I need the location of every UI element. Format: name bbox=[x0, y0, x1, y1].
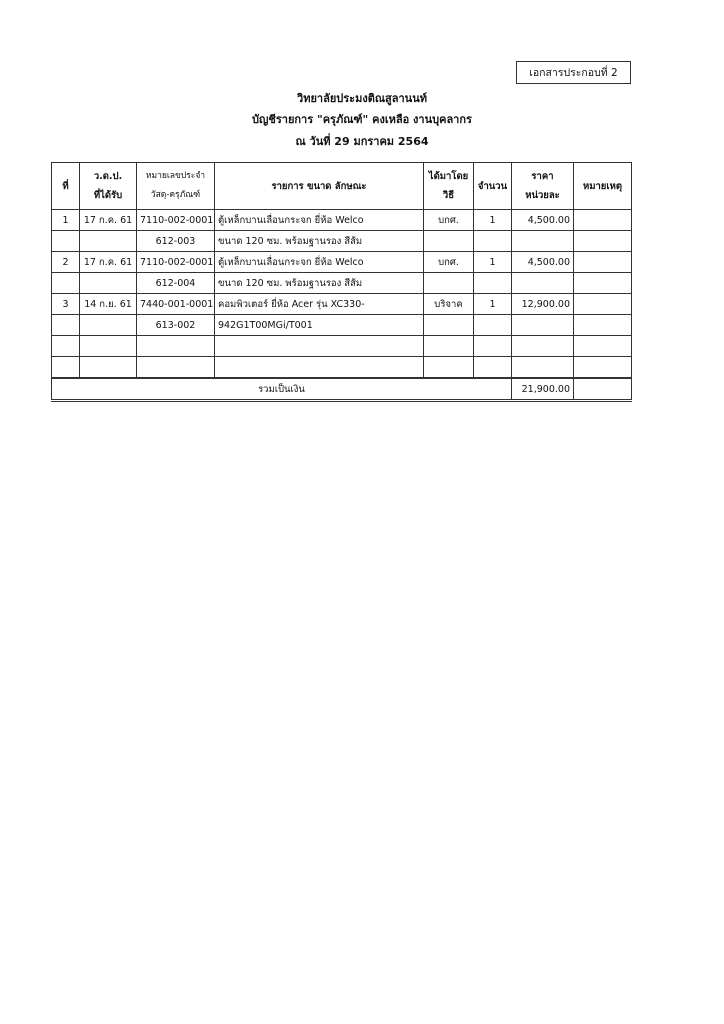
cell-date: 17 ก.ค. 61 bbox=[80, 252, 137, 273]
cell-no bbox=[52, 231, 80, 252]
college-name: วิทยาลัยประมงติณสูลานนท์ bbox=[297, 92, 427, 105]
cell-date: 14 ก.ย. 61 bbox=[80, 294, 137, 315]
as-of-date: ณ วันที่ 29 มกราคม 2564 bbox=[295, 135, 429, 148]
cell-price bbox=[512, 315, 574, 336]
cell-code: 613-002 bbox=[137, 315, 215, 336]
cell-description: ตู้เหล็กบานเลื่อนกระจก ยี่ห้อ Welco bbox=[215, 210, 424, 231]
cell-date bbox=[80, 273, 137, 294]
cell-method bbox=[424, 231, 474, 252]
cell-remark bbox=[574, 231, 632, 252]
cell-date bbox=[80, 336, 137, 357]
col-header-date-line1: ว.ด.ป. bbox=[93, 171, 123, 182]
cell-remark bbox=[574, 252, 632, 273]
cell-price bbox=[512, 231, 574, 252]
cell-code: 612-004 bbox=[137, 273, 215, 294]
col-header-code-line2: วัสดุ-ครุภัณฑ์ bbox=[150, 190, 201, 200]
col-header-remark: หมายเหตุ bbox=[574, 163, 632, 210]
col-header-method-line1: ได้มาโดย bbox=[428, 171, 469, 182]
table-row bbox=[52, 357, 632, 379]
cell-method: บริจาค bbox=[424, 294, 474, 315]
cell-code: 7110-002-0001 bbox=[137, 252, 215, 273]
cell-code: 7440-001-0001 bbox=[137, 294, 215, 315]
table-row bbox=[52, 273, 632, 294]
total-row bbox=[52, 378, 632, 401]
cell-date bbox=[80, 357, 137, 379]
cell-remark bbox=[574, 210, 632, 231]
cell-price: 12,900.00 bbox=[512, 294, 574, 315]
col-header-date bbox=[80, 163, 137, 210]
col-header-quantity: จำนวน bbox=[474, 163, 512, 210]
col-header-method-line2: วิธี bbox=[442, 190, 455, 201]
table-row bbox=[52, 252, 632, 273]
col-header-price-line1: ราคา bbox=[531, 171, 554, 182]
cell-quantity: 1 bbox=[474, 252, 512, 273]
cell-no: 3 bbox=[52, 294, 80, 315]
cell-description bbox=[215, 336, 424, 357]
col-header-description: รายการ ขนาด ลักษณะ bbox=[215, 163, 424, 210]
cell-quantity bbox=[474, 357, 512, 379]
table-row bbox=[52, 315, 632, 336]
cell-price: 4,500.00 bbox=[512, 210, 574, 231]
attachment-label: เอกสารประกอบที่ 2 bbox=[516, 61, 631, 84]
cell-method bbox=[424, 273, 474, 294]
col-header-code-line1: หมายเลขประจำ bbox=[145, 171, 206, 181]
cell-method bbox=[424, 336, 474, 357]
table-row bbox=[52, 294, 632, 315]
cell-quantity bbox=[474, 231, 512, 252]
col-header-method bbox=[424, 163, 474, 210]
cell-code: 612-003 bbox=[137, 231, 215, 252]
cell-description: ตู้เหล็กบานเลื่อนกระจก ยี่ห้อ Welco bbox=[215, 252, 424, 273]
cell-no bbox=[52, 315, 80, 336]
cell-description: ขนาด 120 ซม. พร้อมฐานรอง สีส้ม bbox=[215, 273, 424, 294]
col-header-date-line2: ที่ได้รับ bbox=[93, 190, 123, 201]
cell-remark bbox=[574, 315, 632, 336]
cell-method: บกศ. bbox=[424, 252, 474, 273]
col-header-price-line2: หน่วยละ bbox=[525, 190, 560, 201]
cell-description: ขนาด 120 ซม. พร้อมฐานรอง สีส้ม bbox=[215, 231, 424, 252]
total-label: รวมเป็นเงิน bbox=[52, 378, 512, 401]
cell-code: 7110-002-0001 bbox=[137, 210, 215, 231]
cell-price bbox=[512, 273, 574, 294]
col-header-price bbox=[512, 163, 574, 210]
total-remark bbox=[574, 378, 632, 401]
cell-remark bbox=[574, 357, 632, 379]
col-header-no: ที่ bbox=[52, 163, 80, 210]
col-header-code bbox=[137, 163, 215, 210]
cell-price bbox=[512, 336, 574, 357]
cell-quantity bbox=[474, 315, 512, 336]
cell-code bbox=[137, 357, 215, 379]
cell-date bbox=[80, 231, 137, 252]
cell-no: 1 bbox=[52, 210, 80, 231]
cell-quantity bbox=[474, 273, 512, 294]
table-row bbox=[52, 336, 632, 357]
cell-description: 942G1T00MGi/T001 bbox=[215, 315, 424, 336]
cell-no: 2 bbox=[52, 252, 80, 273]
cell-date: 17 ก.ค. 61 bbox=[80, 210, 137, 231]
cell-description: คอมพิวเตอร์ ยี่ห้อ Acer รุ่น XC330- bbox=[215, 294, 424, 315]
cell-description bbox=[215, 357, 424, 379]
cell-method: บกศ. bbox=[424, 210, 474, 231]
inventory-table bbox=[51, 162, 632, 402]
table-row bbox=[52, 210, 632, 231]
table-row bbox=[52, 231, 632, 252]
cell-no bbox=[52, 357, 80, 379]
cell-price: 4,500.00 bbox=[512, 252, 574, 273]
cell-code bbox=[137, 336, 215, 357]
cell-quantity: 1 bbox=[474, 294, 512, 315]
total-amount: 21,900.00 bbox=[512, 378, 574, 401]
cell-remark bbox=[574, 294, 632, 315]
cell-remark bbox=[574, 336, 632, 357]
cell-no bbox=[52, 336, 80, 357]
cell-price bbox=[512, 357, 574, 379]
cell-method bbox=[424, 357, 474, 379]
cell-quantity bbox=[474, 336, 512, 357]
cell-remark bbox=[574, 273, 632, 294]
cell-no bbox=[52, 273, 80, 294]
cell-method bbox=[424, 315, 474, 336]
cell-date bbox=[80, 315, 137, 336]
ledger-title: บัญชีรายการ "ครุภัณฑ์" คงเหลือ งานบุคลากร bbox=[252, 113, 472, 126]
table-header-row bbox=[52, 163, 632, 210]
cell-quantity: 1 bbox=[474, 210, 512, 231]
